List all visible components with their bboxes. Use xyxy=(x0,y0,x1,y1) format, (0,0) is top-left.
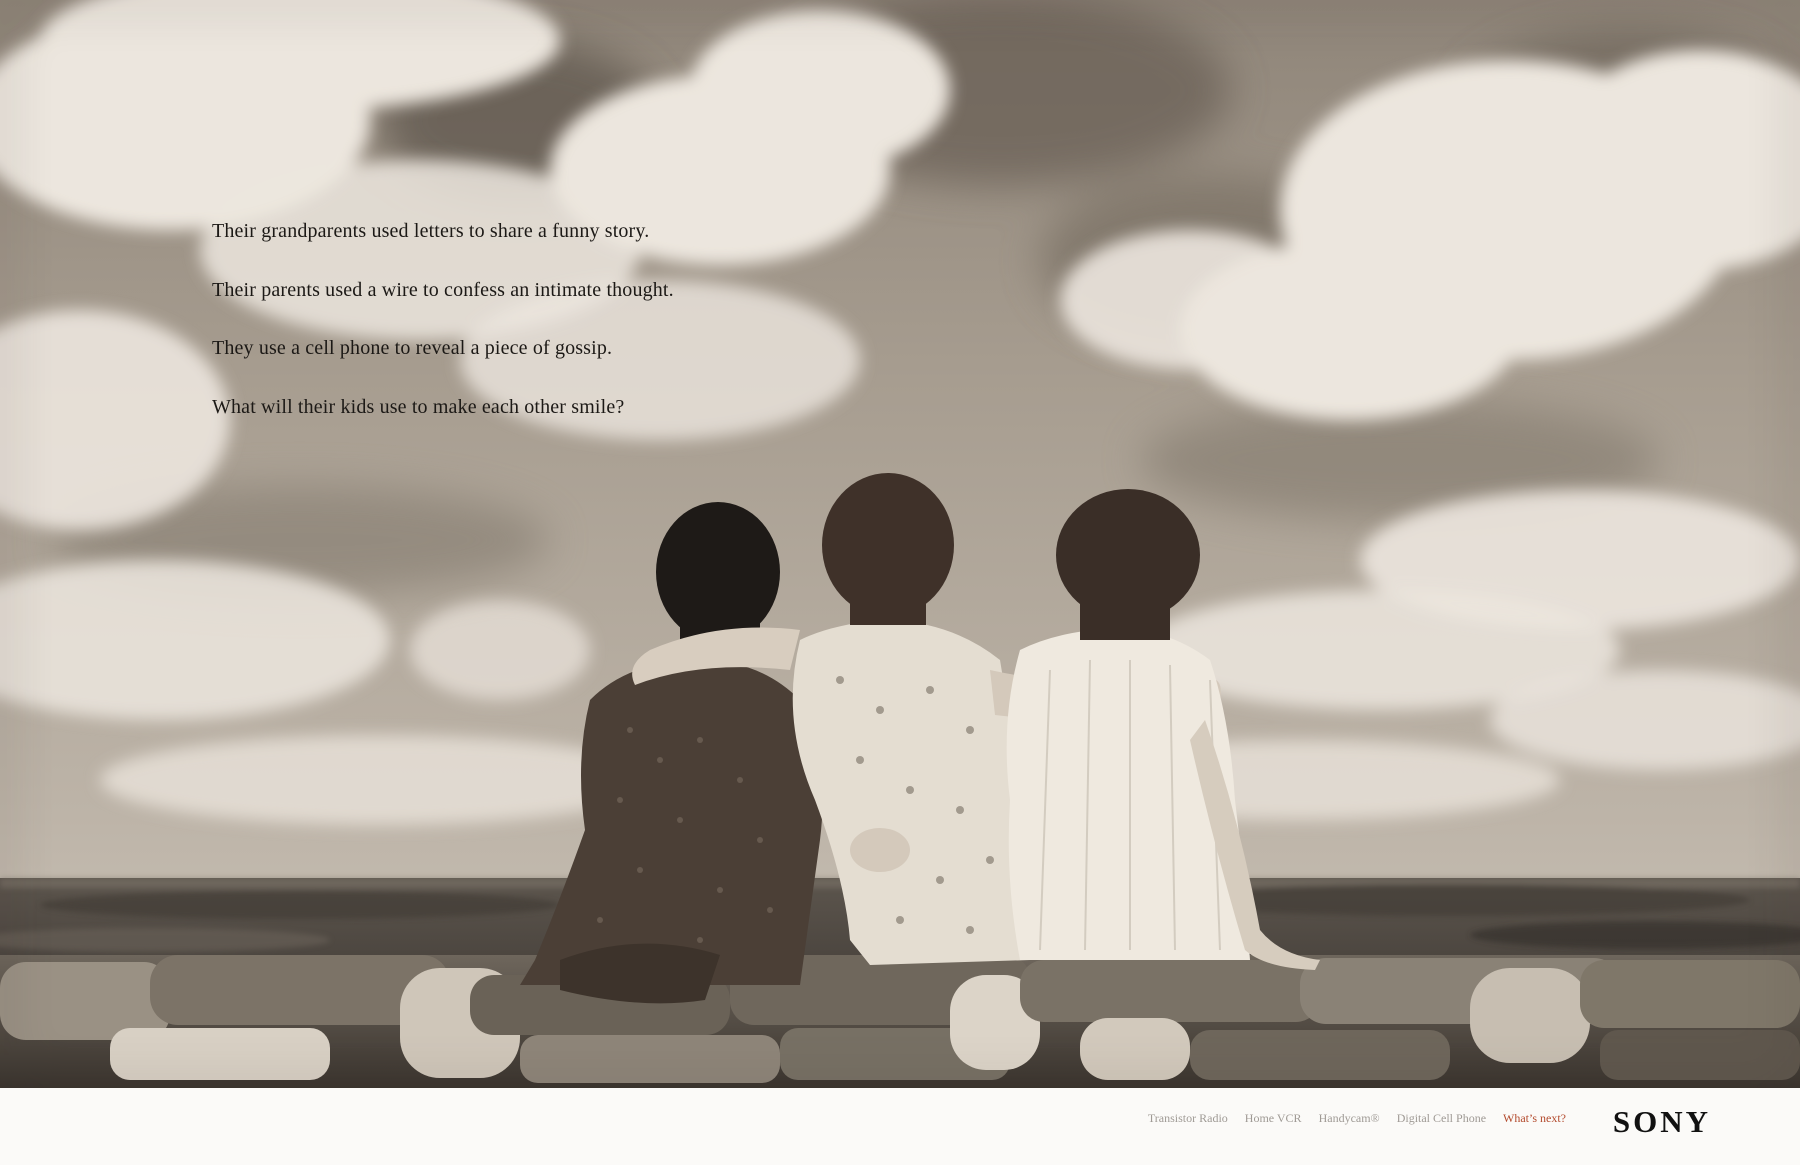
product-home-vcr: Home VCR xyxy=(1244,1111,1302,1125)
product-digital-cell-phone: Digital Cell Phone xyxy=(1396,1111,1487,1125)
footer-bar xyxy=(0,1088,1800,1165)
product-history-list xyxy=(1148,1110,1566,1126)
sony-logo: SONY xyxy=(1612,1104,1711,1139)
headline-line-parents: Their parents used a wire to confess an intimate thought. xyxy=(212,278,674,301)
headline-line-question: What will their kids use to make each other smile? xyxy=(212,395,625,418)
product-transistor-radio: Transistor Radio xyxy=(1147,1111,1228,1125)
headline-copy xyxy=(212,220,832,454)
headline-line-grandparents: Their grandparents used letters to share a funny story. xyxy=(212,220,650,242)
whats-next-tagline: What’s next? xyxy=(1503,1111,1566,1125)
headline-line-cell-phone: They use a cell phone to reveal a piece of gossip. xyxy=(212,337,613,359)
product-handycam: Handycam® xyxy=(1318,1111,1380,1125)
